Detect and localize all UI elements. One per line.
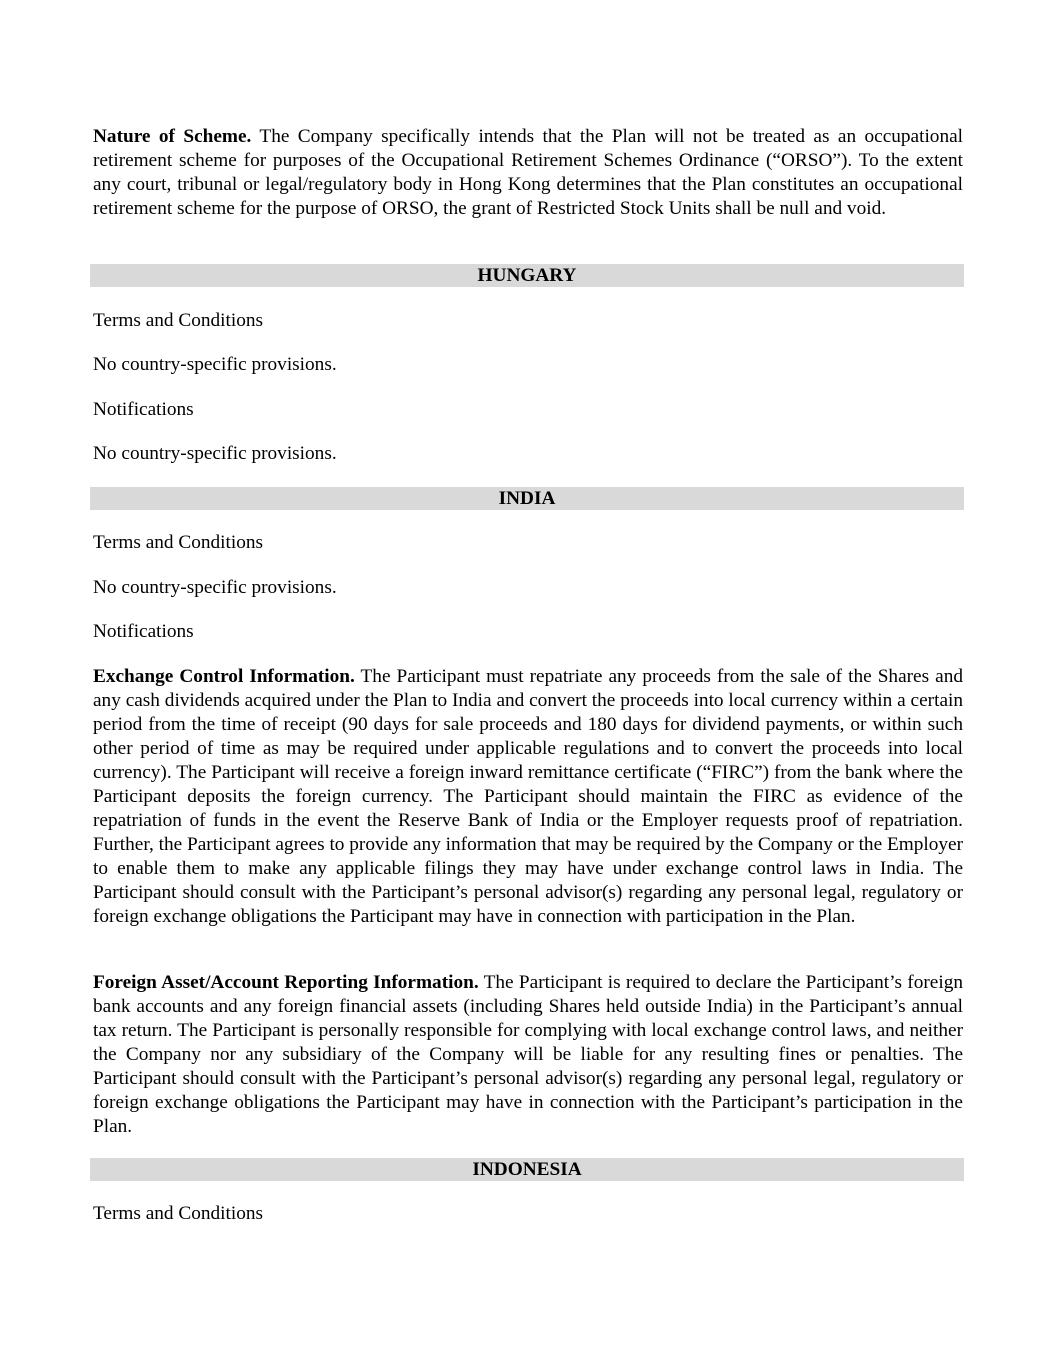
nature-of-scheme-body: The Company specifically intends that the Plan will not be treated as an occupational retirement scheme for purposes of the Occupational Retirement Schemes Ordinance (“ORSO”). To the extent any court, tribunal or legal/regulatory body in Hong Kong determines that the Plan constitutes an occupational retirement scheme for the purpose of ORSO, the grant of Restricted Stock Units shall be null and void. xyxy=(93,126,963,219)
hungary-notifications-label: Notifications xyxy=(93,399,194,420)
india-terms-label: Terms and Conditions xyxy=(93,532,264,553)
india-notifications-label: Notifications xyxy=(93,621,194,642)
hungary-terms-label: Terms and Conditions xyxy=(93,310,264,331)
hungary-terms-text: No country-specific provisions. xyxy=(93,354,337,375)
exchange-control-body: The Participant must repatriate any proceeds from the sale of the Shares and any cash dividends acquired under the Plan to India and convert the proceeds into local currency within a certain period from the time of receipt (90 days for sale proceeds and 180 days for dividend payments, or within such other period of time as may be required under applicable regulations and to convert the proceeds into local currency). The Participant will receive a foreign inward remittance certificate (“FIRC”) from the bank where the Participant deposits the foreign currency. The Participant should maintain the FIRC as evidence of the repatriation of funds in the event the Reserve Bank of India or the Employer requests proof of repatriation. Further, the Participant agrees to provide any information that may be required by the Company or the Employer to enable them to make any applicable filings they may have under exchange control laws in India. The Participant should consult with the Participant’s personal advisor(s) regarding any personal legal, regulatory or foreign exchange obligations the Participant may have in connection with participation in the Plan. xyxy=(93,666,963,927)
exchange-control-heading: Exchange Control Information. xyxy=(93,666,355,687)
foreign-asset-body: The Participant is required to declare the Participant’s foreign bank accounts and any foreign financial assets (including Shares held outside India) in the Participant’s annual tax return. The Participant is personally responsible for complying with local exchange control laws, and neither the Company nor any subsidiary of the Company will be liable for any resulting fines or penalties. The Participant should consult with the Participant’s personal advisor(s) regarding any personal legal, regulatory or foreign exchange obligations the Participant may have in connection with the Participant’s participation in the Plan. xyxy=(93,972,963,1137)
india-terms-text: No country-specific provisions. xyxy=(93,577,337,598)
exchange-control-paragraph xyxy=(93,665,963,929)
country-header-india: INDIA xyxy=(90,487,964,510)
nature-of-scheme-heading: Nature of Scheme. xyxy=(93,126,252,147)
country-header-indonesia: INDONESIA xyxy=(90,1158,964,1181)
indonesia-terms-label: Terms and Conditions xyxy=(93,1203,264,1224)
foreign-asset-paragraph xyxy=(93,971,963,1139)
hungary-notifications-text: No country-specific provisions. xyxy=(93,443,337,464)
country-header-hungary: HUNGARY xyxy=(90,264,964,287)
foreign-asset-heading: Foreign Asset/Account Reporting Information. xyxy=(93,972,479,993)
nature-of-scheme-paragraph xyxy=(93,125,963,221)
